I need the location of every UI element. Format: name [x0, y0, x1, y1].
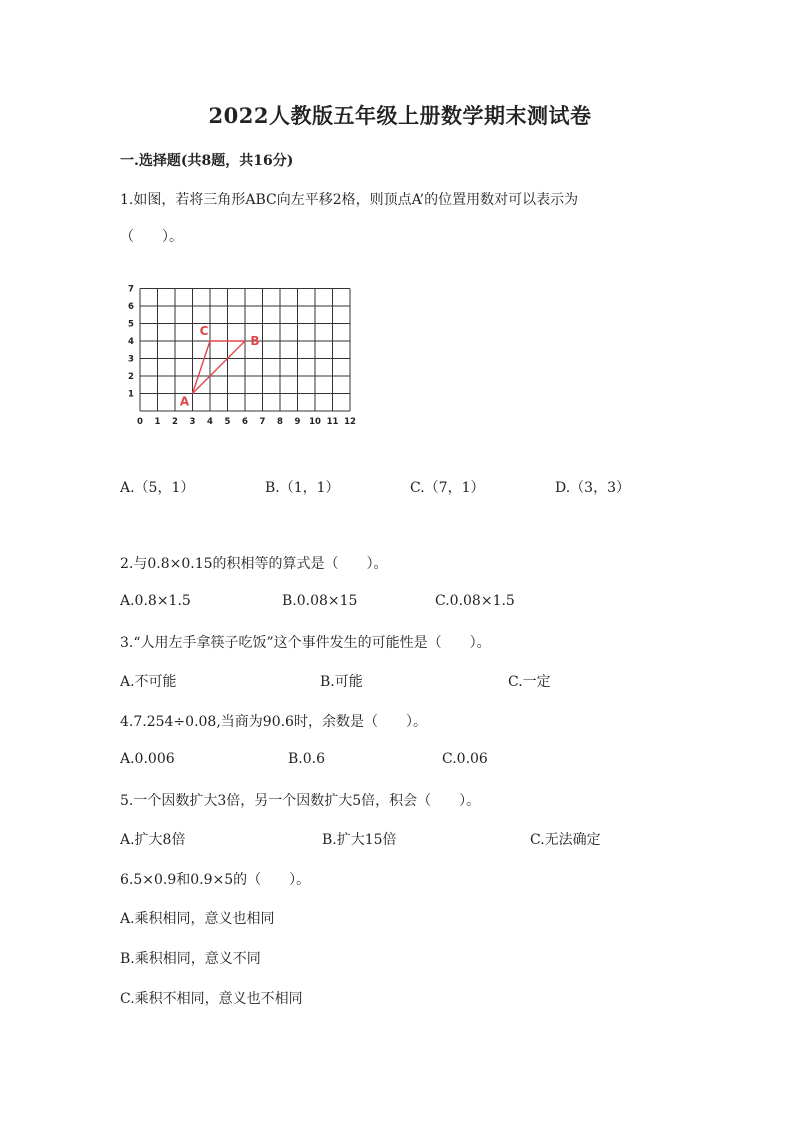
question-5-stem: 5.一个因数扩大3倍，另一个因数扩大5倍，积会（ ）。: [120, 793, 481, 809]
x-tick-label: 6: [242, 417, 248, 427]
question-1-option-b[interactable]: B.（1，1）: [265, 480, 340, 496]
question-2-option-c[interactable]: C.0.08×1.5: [435, 593, 515, 609]
y-tick-label: 3: [128, 354, 134, 365]
section-heading: 一.选择题(共8题，共16分): [120, 153, 294, 169]
x-tick-label: 9: [294, 417, 301, 427]
x-tick-label: 3: [189, 417, 196, 427]
question-5-option-b[interactable]: B.扩大15倍: [322, 832, 397, 848]
question-4-option-c[interactable]: C.0.06: [442, 751, 488, 767]
page-title: 2022人教版五年级上册数学期末测试卷: [208, 103, 592, 128]
question-2-option-b[interactable]: B.0.08×15: [282, 593, 358, 609]
x-tick-label: 8: [277, 417, 283, 427]
x-tick-label: 7: [259, 417, 266, 427]
y-tick-label: 1: [128, 389, 134, 400]
y-tick-label: 2: [128, 372, 134, 382]
question-3-stem: 3.“人用左手拿筷子吃饭”这个事件发生的可能性是（ ）。: [120, 635, 491, 651]
question-5-option-a[interactable]: A.扩大8倍: [120, 832, 186, 848]
vertex-label-b: B: [250, 334, 260, 348]
y-tick-label: 4: [128, 337, 134, 347]
question-1-stem-cont: （ ）。: [120, 229, 183, 245]
question-3-option-a[interactable]: A.不可能: [120, 674, 177, 690]
question-1-stem: 1.如图，若将三角形ABC向左平移2格，则顶点A’的位置用数对可以表示为: [120, 192, 579, 208]
x-tick-label: 4: [207, 417, 213, 427]
vertex-label-c: C: [199, 324, 209, 338]
question-6-option-c[interactable]: C.乘积不相同，意义也不相同: [120, 991, 303, 1007]
y-tick-label: 5: [128, 319, 134, 330]
coordinate-grid-figure: [118, 284, 360, 430]
question-1-option-c[interactable]: C.（7，1）: [410, 480, 485, 496]
question-6-option-a[interactable]: A.乘积相同，意义也相同: [120, 911, 275, 927]
question-4-stem: 4.7.254÷0.08,当商为90.6时，余数是（ ）。: [120, 714, 427, 730]
x-tick-label: 10: [309, 417, 321, 427]
question-3-option-b[interactable]: B.可能: [320, 674, 363, 690]
x-tick-label: 12: [344, 417, 356, 427]
y-tick-label: 6: [128, 302, 134, 312]
question-2-stem: 2.与0.8×0.15的积相等的算式是（ ）。: [120, 556, 388, 572]
question-1-option-d[interactable]: D.（3，3）: [555, 480, 630, 496]
triangle-abc: [193, 341, 246, 394]
y-tick-label: 7: [128, 284, 134, 295]
vertex-label-a: A: [179, 394, 190, 409]
question-6-option-b[interactable]: B.乘积相同，意义不同: [120, 951, 261, 967]
question-4-option-a[interactable]: A.0.006: [120, 751, 175, 767]
question-6-stem: 6.5×0.9和0.9×5的（ ）。: [120, 872, 311, 888]
question-4-option-b[interactable]: B.0.6: [288, 751, 326, 767]
question-1-option-a[interactable]: A.（5，1）: [120, 480, 195, 496]
x-tick-label: 1: [154, 417, 161, 427]
question-2-option-a[interactable]: A.0.8×1.5: [120, 593, 191, 609]
x-tick-label: 5: [224, 417, 231, 427]
x-tick-label: 11: [326, 417, 339, 427]
x-tick-label: 2: [172, 417, 178, 427]
question-5-option-c[interactable]: C.无法确定: [530, 832, 601, 848]
question-3-option-c[interactable]: C.一定: [508, 674, 551, 690]
x-tick-label: 0: [137, 417, 143, 427]
